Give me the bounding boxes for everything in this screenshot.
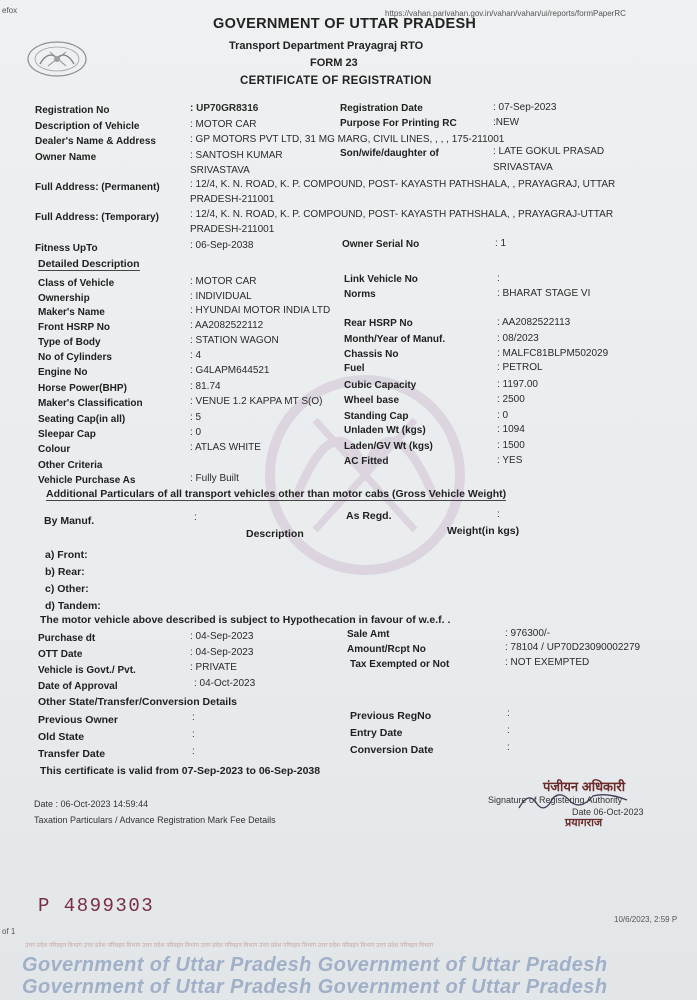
header-department: Transport Department Prayagraj RTO <box>229 40 424 52</box>
header-title: GOVERNMENT OF UTTAR PRADESH <box>213 16 477 32</box>
detail-left-label: Maker's Classification <box>38 398 143 409</box>
serial-number: P 4899303 <box>38 895 155 917</box>
addr-temp-value-2: PRADESH-211001 <box>190 224 275 235</box>
entry-date-label: Entry Date <box>350 727 403 739</box>
fitness-value: : 06-Sep-2038 <box>190 240 254 251</box>
page-url: https://vahan.parivahan.gov.in/vahan/vahan/ui/reports/formPaperRC <box>385 9 626 18</box>
as-regd-label: As Regd. <box>346 510 392 522</box>
tax-value: : NOT EXEMPTED <box>505 657 590 668</box>
dealer-label: Dealer's Name & Address <box>35 136 156 147</box>
detail-right-label: Cubic Capacity <box>344 380 417 391</box>
detail-right-label: Chassis No <box>344 349 399 360</box>
prev-owner-value: : <box>192 712 195 723</box>
swd-label: Son/wife/daughter of <box>340 148 439 159</box>
detail-right-value: : 1197.00 <box>497 379 538 390</box>
approval-value: : 04-Oct-2023 <box>194 678 256 689</box>
detail-left-value: : 81.74 <box>190 381 221 392</box>
detail-right-label: Norms <box>344 289 376 300</box>
sale-value: : 976300/- <box>505 628 551 639</box>
detail-right-value: : 2500 <box>497 394 525 405</box>
axle-row: d) Tandem: <box>45 600 101 612</box>
detail-right-label: Wheel base <box>344 395 400 406</box>
reg-no-value: : UP70GR8316 <box>190 103 259 114</box>
detail-right-value: : BHARAT STAGE VI <box>497 288 591 299</box>
detail-right-value: : <box>497 273 500 284</box>
microprint: उत्तर प्रदेश परिवहन विभाग उत्तर प्रदेश परिवहन विभाग उत्तर प्रदेश परिवहन विभाग उत्तर प्रदेश परिवहन विभाग उत्तर प्रदेश परिवहन विभाग उत्तर प्रदेश परिवहन विभाग उत्तर प्रदेश परिवहन विभाग <box>25 943 434 949</box>
header-certificate: CERTIFICATE OF REGISTRATION <box>240 75 432 87</box>
as-regd-colon: : <box>497 509 500 520</box>
amount-label: Amount/Rcpt No <box>347 644 426 655</box>
detail-left-label: No of Cylinders <box>38 352 112 363</box>
transfer-heading: Other State/Transfer/Conversion Details <box>38 696 237 708</box>
detail-left-value: : INDIVIDUAL <box>190 291 252 302</box>
prev-reg-label: Previous RegNo <box>350 710 432 722</box>
owner-value-1: : SANTOSH KUMAR <box>190 150 283 161</box>
prev-owner-label: Previous Owner <box>38 714 118 726</box>
detail-right-value: : 1094 <box>497 424 525 435</box>
desc-value: : MOTOR CAR <box>190 119 257 130</box>
detail-right-label: Fuel <box>344 363 365 374</box>
detail-left-value: : MOTOR CAR <box>190 276 257 287</box>
axle-row: a) Front: <box>45 549 88 561</box>
approval-label: Date of Approval <box>38 681 118 692</box>
addr-perm-label: Full Address: (Permanent) <box>35 182 160 193</box>
detail-left-label: Seating Cap(in all) <box>38 414 126 425</box>
browser-tab-fragment: efox <box>2 6 18 15</box>
detail-right-label: Standing Cap <box>344 411 409 422</box>
detail-left-label: Horse Power(BHP) <box>38 383 127 394</box>
purchase-label: Purchase dt <box>38 633 96 644</box>
detail-left-label: Engine No <box>38 367 88 378</box>
fitness-label: Fitness UpTo <box>35 243 98 254</box>
axle-row: b) Rear: <box>45 566 85 578</box>
page-indicator: of 1 <box>2 927 16 936</box>
detail-left-label: Type of Body <box>38 337 101 348</box>
detail-left-value: : 4 <box>190 350 202 361</box>
entry-date-value: : <box>507 725 510 736</box>
detail-right-value: : 0 <box>497 410 509 421</box>
by-manuf-colon: : <box>194 512 197 523</box>
swd-value-2: SRIVASTAVA <box>493 162 553 173</box>
detail-right-value: : AA2082522113 <box>497 317 571 328</box>
purchase-value: : 04-Sep-2023 <box>190 631 254 642</box>
detail-left-label: Maker's Name <box>38 307 105 318</box>
detail-left-value: : 5 <box>190 412 202 423</box>
stamp-line-2: प्रयागराज <box>565 817 603 829</box>
detail-left-label: Class of Vehicle <box>38 278 115 289</box>
up-emblem-icon <box>26 40 88 78</box>
footer-banner-2: Government of Uttar Pradesh Government of Uttar Pradesh <box>22 976 608 998</box>
purpose-value: :NEW <box>493 117 520 128</box>
reg-date-label: Registration Date <box>340 103 423 114</box>
ott-value: : 04-Sep-2023 <box>190 647 254 658</box>
hypothecation-heading: The motor vehicle above described is subject to Hypothecation in favour of w.e.f. . <box>40 614 451 626</box>
print-timestamp: 10/6/2023, 2:59 P <box>614 915 678 924</box>
signature-date: Date 06-Oct-2023 <box>572 807 644 817</box>
transfer-date-label: Transfer Date <box>38 748 106 760</box>
detail-right-value: : 08/2023 <box>497 333 539 344</box>
detail-left-value: : AA2082522112 <box>190 320 264 331</box>
axle-row: c) Other: <box>45 583 89 595</box>
detail-right-label: Month/Year of Manuf. <box>344 334 446 345</box>
signature-scribble-icon <box>515 788 635 814</box>
old-state-value: : <box>192 729 195 740</box>
addr-temp-label: Full Address: (Temporary) <box>35 212 159 223</box>
detail-left-value: : HYUNDAI MOTOR INDIA LTD <box>190 305 331 316</box>
owner-value-2: SRIVASTAVA <box>190 165 250 176</box>
footer-banner-1: Government of Uttar Pradesh Government of Uttar Pradesh <box>22 954 608 976</box>
additional-heading: Additional Particulars of all transport vehicles other than motor cabs (Gross Vehicle Weight) <box>46 488 507 500</box>
reg-no-label: Registration No <box>35 105 110 116</box>
purpose-label: Purpose For Printing RC <box>340 118 457 129</box>
owner-serial-label: Owner Serial No <box>342 239 420 250</box>
amount-value: : 78104 / UP70D23090002279 <box>505 642 641 653</box>
tax-label: Tax Exempted or Not <box>350 659 450 670</box>
print-date: Date : 06-Oct-2023 14:59:44 <box>34 799 149 809</box>
owner-serial-value: : 1 <box>495 238 507 249</box>
detail-right-label: Unladen Wt (kgs) <box>344 425 426 436</box>
ott-label: OTT Date <box>38 649 83 660</box>
sale-label: Sale Amt <box>347 629 390 640</box>
detail-left-value: : 0 <box>190 427 202 438</box>
dealer-value: : GP MOTORS PVT LTD, 31 MG MARG, CIVIL LINES, , , , 175-211001 <box>190 134 505 145</box>
desc-label: Description of Vehicle <box>35 121 140 132</box>
detail-left-label: Other Criteria <box>38 460 103 471</box>
stamp-line-1: पंजीयन अधिकारी <box>543 779 626 794</box>
owner-label: Owner Name <box>35 152 97 163</box>
addr-temp-value-1: : 12/4, K. N. ROAD, K. P. COMPOUND, POST- KAYASTH PATHSHALA, , PRAYAGRAJ-UTTAR <box>190 209 614 220</box>
description-label: Description <box>246 528 304 540</box>
reg-date-value: : 07-Sep-2023 <box>493 102 557 113</box>
detail-left-label: Colour <box>38 444 71 455</box>
old-state-label: Old State <box>38 731 85 743</box>
addr-perm-value-1: : 12/4, K. N. ROAD, K. P. COMPOUND, POST- KAYASTH PATHSHALA, , PRAYAGRAJ, UTTAR <box>190 179 616 190</box>
validity-text: This certificate is valid from 07-Sep-2023 to 06-Sep-2038 <box>40 765 321 777</box>
detail-left-label: Ownership <box>38 293 90 304</box>
detail-right-label: Link Vehicle No <box>344 274 418 285</box>
detail-right-value: : YES <box>497 455 523 466</box>
detail-left-label: Front HSRP No <box>38 322 111 333</box>
weight-label: Weight(in kgs) <box>447 525 520 537</box>
detail-right-label: AC Fitted <box>344 456 389 467</box>
conversion-date-label: Conversion Date <box>350 744 434 756</box>
prev-reg-value: : <box>507 708 510 719</box>
detail-right-value: : 1500 <box>497 440 525 451</box>
by-manuf-label: By Manuf. <box>44 515 95 527</box>
conversion-date-value: : <box>507 742 510 753</box>
swd-value-1: : LATE GOKUL PRASAD <box>493 146 605 157</box>
detail-left-value: : STATION WAGON <box>190 335 279 346</box>
detail-left-label: Sleepar Cap <box>38 429 96 440</box>
detail-left-value: : Fully Built <box>190 473 239 484</box>
header-form: FORM 23 <box>310 57 358 69</box>
govt-value: : PRIVATE <box>190 662 237 673</box>
transfer-date-value: : <box>192 746 195 757</box>
signature-label: Signature of Registering Authority <box>488 795 623 805</box>
taxation-note: Taxation Particulars / Advance Registration Mark Fee Details <box>34 815 276 825</box>
detail-right-label: Laden/GV Wt (kgs) <box>344 441 433 452</box>
detailed-heading: Detailed Description <box>38 258 140 270</box>
detail-left-label: Vehicle Purchase As <box>38 475 136 486</box>
detail-right-value: : PETROL <box>497 362 543 373</box>
govt-label: Vehicle is Govt./ Pvt. <box>38 665 136 676</box>
detail-left-value: : G4LAPM644521 <box>190 365 270 376</box>
detail-left-value: : ATLAS WHITE <box>190 442 261 453</box>
detail-left-value: : VENUE 1.2 KAPPA MT S(O) <box>190 396 323 407</box>
detail-right-value: : MALFC81BLPM502029 <box>497 348 609 359</box>
addr-perm-value-2: PRADESH-211001 <box>190 194 275 205</box>
detail-right-label: Rear HSRP No <box>344 318 413 329</box>
